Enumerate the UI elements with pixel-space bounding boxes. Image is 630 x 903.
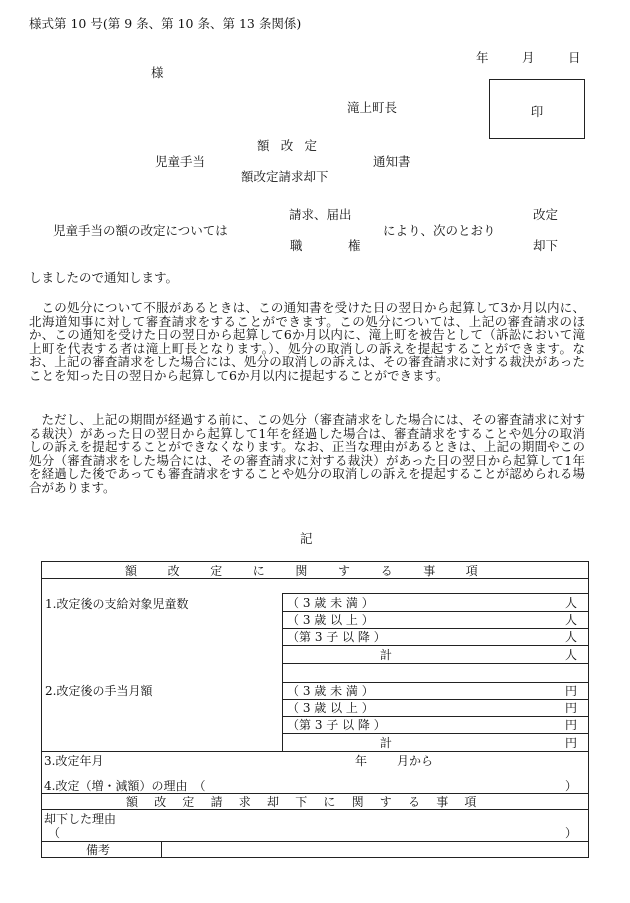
basis-option-2a: 職: [290, 238, 303, 253]
issuer: 滝上町長: [347, 100, 398, 115]
table-header-rejection: 額改定請求却下に関する事項: [126, 795, 493, 809]
row2-total-label: 計: [380, 736, 393, 750]
reject-reason-close: ）: [565, 826, 578, 840]
row2-item-2-label: （ 3 歳 以 上 ）: [287, 701, 374, 715]
row1-item-2-unit: 人: [565, 613, 578, 627]
addressee-suffix: 様: [151, 65, 164, 80]
row2-item-3-unit: 円: [565, 718, 578, 732]
row4-label: 4.改定（増・減額）の理由 （: [44, 779, 206, 793]
row1-item-2-label: （ 3 歳 以 上 ）: [287, 613, 374, 627]
basis-option-2b: 権: [348, 238, 361, 253]
remarks-label: 備考: [86, 843, 111, 857]
date-day: 日: [568, 50, 581, 65]
notice-closing: しましたので通知します。: [29, 270, 179, 285]
row4-close: ）: [565, 779, 578, 793]
row3-label: 3.改定年月: [44, 754, 104, 768]
row2-item-1-unit: 円: [565, 684, 578, 698]
title-option-2: 額改定請求却下: [241, 169, 329, 184]
form-number: 様式第 10 号(第 9 条、第 10 条、第 13 条関係): [29, 16, 302, 31]
seal-label: 印: [530, 104, 544, 119]
title-option-1: 額改定: [257, 138, 329, 153]
result-option-2: 却下: [533, 238, 559, 253]
title-suffix: 通知書: [373, 154, 411, 169]
appeal-paragraph-2: ただし、上記の期間が経過する前に、この処分（審査請求をした場合には、その審査請求に対する裁決）があった日の翌日から起算して1年を経過した場合は、審査請求をすることや処分の取消しの訴えを提起することができなくなります。なお、正当な理由があるときは、上記の期間やこの処分（審査請求をした場合には、その審査請求に対する裁決）があった日の翌日から起算して1年を経過した後であっても審査請求をすることや処分の取消しの訴えを提起することが認められる場合があります。: [29, 412, 585, 495]
appeal-paragraph-1: この処分について不服があるときは、この通知書を受けた日の翌日から起算して3か月以内に、北海道知事に対して審査請求をすることができます。この処分については、上記の審査請求のほか、この通知を受けた日の翌日から起算して6か月以内に、滝上町を被告として（訴訟において滝上町を代表する者は滝上町長となります。）、処分の取消しの訴えを提起することができます。なお、上記の審査請求をした場合には、処分の取消しの訴えは、その審査請求に対する裁決があったことを知った日の翌日から起算して6か月以内に提起することができます。: [29, 300, 585, 383]
row2-item-2-unit: 円: [565, 701, 578, 715]
row1-item-3-unit: 人: [565, 630, 578, 644]
basis-option-1: 請求、届出: [289, 207, 352, 222]
ki-heading: 記: [300, 531, 313, 546]
notice-subject: 児童手当の額の改定については: [53, 223, 228, 238]
row3-year: 年: [355, 754, 368, 768]
table-header-revision: 額改定に関する事項: [125, 564, 509, 578]
row1-label: 1.改定後の支給対象児童数: [45, 597, 189, 611]
row1-total-label: 計: [380, 648, 393, 662]
date-year: 年: [476, 50, 489, 65]
row2-item-3-label: （第 3 子 以 降 ）: [287, 718, 386, 732]
reject-reason-open: （: [48, 826, 61, 840]
reject-reason-label: 却下した理由: [44, 812, 117, 826]
row2-total-unit: 円: [565, 736, 578, 750]
row2-label: 2.改定後の手当月額: [45, 684, 153, 698]
row1-item-3-label: （第 3 子 以 降 ）: [287, 630, 386, 644]
title-prefix: 児童手当: [155, 154, 206, 169]
row1-item-1-unit: 人: [565, 596, 578, 610]
row3-month: 月から: [397, 754, 434, 768]
row2-item-1-label: （ 3 歳 未 満 ）: [287, 684, 374, 698]
date-month: 月: [522, 50, 535, 65]
seal-box: [489, 79, 585, 139]
row1-item-1-label: （ 3 歳 未 満 ）: [287, 596, 374, 610]
row1-total-unit: 人: [565, 648, 578, 662]
result-option-1: 改定: [533, 207, 559, 222]
notice-middle: により、次のとおり: [383, 223, 496, 238]
